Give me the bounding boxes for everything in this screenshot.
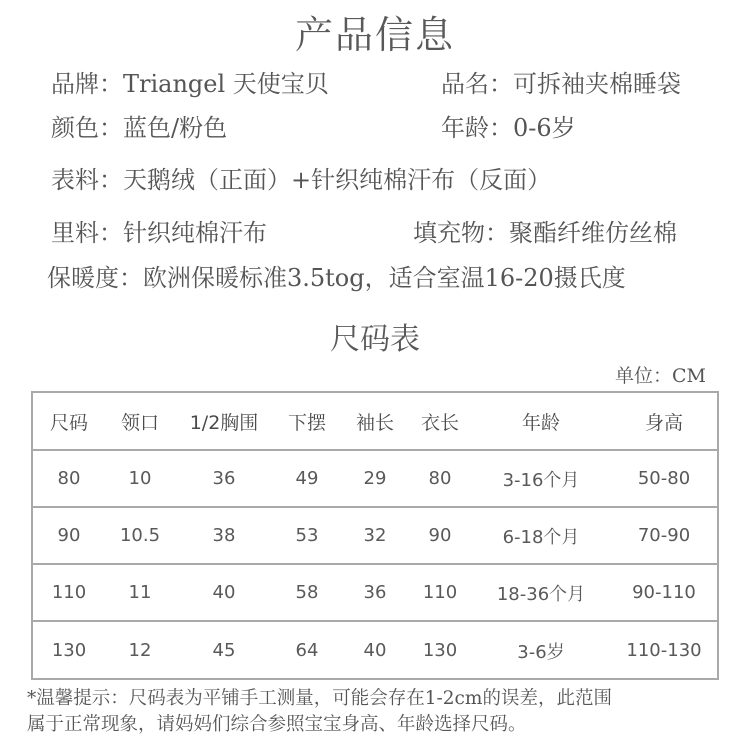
table-row <box>33 565 717 622</box>
collar-cell: 10 <box>128 468 152 489</box>
sleeve-cell: 36 <box>363 582 387 603</box>
unit-label: 单位：CM <box>615 365 706 387</box>
chest-cell: 45 <box>212 640 236 661</box>
chest-cell: 36 <box>212 468 236 489</box>
size-cell: 130 <box>51 640 87 661</box>
height-cell: 90-110 <box>632 582 696 603</box>
length-cell: 80 <box>428 468 452 489</box>
height-cell: 70-90 <box>637 525 691 546</box>
length-cell: 90 <box>428 525 452 546</box>
product-name-info: 品名：可拆袖夹棉睡袋 <box>441 70 681 98</box>
length-cell: 110 <box>422 582 458 603</box>
header-cell: 1/2胸围 <box>189 411 259 434</box>
header-cell: 袖长 <box>355 411 394 434</box>
warm-tip-line: *温馨提示：尺码表为平铺手工测量，可能会存在1-2cm的误差，此范围 <box>27 688 612 709</box>
header-cell: 衣长 <box>420 411 459 434</box>
age-cell: 6-18个月 <box>502 526 580 548</box>
size-cell: 80 <box>57 468 81 489</box>
length-cell: 130 <box>422 640 458 661</box>
size-chart-title: 尺码表 <box>330 322 420 357</box>
hem-cell: 58 <box>295 582 319 603</box>
size-cell: 110 <box>51 582 87 603</box>
chest-cell: 40 <box>212 582 236 603</box>
warmth-info: 保暖度：欧洲保暖标准3.5tog，适合室温16-20摄氏度 <box>47 264 626 292</box>
hem-cell: 53 <box>295 525 319 546</box>
brand-info: 品牌：Triangel 天使宝贝 <box>51 70 329 98</box>
header-cell: 尺码 <box>49 411 88 434</box>
size-cell: 90 <box>57 525 81 546</box>
page-title: 产品信息 <box>294 13 455 57</box>
header-cell: 身高 <box>644 411 683 434</box>
sleeve-cell: 29 <box>363 468 387 489</box>
sleeve-cell: 32 <box>363 525 387 546</box>
collar-cell: 10.5 <box>119 525 161 546</box>
filling-info: 填充物：聚酯纤维仿丝棉 <box>413 219 677 247</box>
header-cell: 下摆 <box>287 411 326 434</box>
warm-tip <box>27 686 727 738</box>
height-cell: 110-130 <box>626 640 702 661</box>
header-cell: 年龄 <box>521 411 560 434</box>
hem-cell: 49 <box>295 468 319 489</box>
table-row <box>33 622 717 679</box>
age-cell: 3-6岁 <box>517 641 565 663</box>
warm-tip-line: 属于正常现象，请妈妈们综合参照宝宝身高、年龄选择尺码。 <box>27 714 527 735</box>
color-info: 颜色：蓝色/粉色 <box>51 114 228 142</box>
lining-info: 里料：针织纯棉汗布 <box>51 219 267 247</box>
age-cell: 18-36个月 <box>496 583 586 605</box>
table-row <box>33 451 717 508</box>
table-header-row <box>33 393 717 451</box>
collar-cell: 12 <box>128 640 152 661</box>
sleeve-cell: 40 <box>363 640 387 661</box>
outer-fabric-info: 表料：天鹅绒（正面）+针织纯棉汗布（反面） <box>51 166 552 194</box>
age-cell: 3-16个月 <box>502 469 580 491</box>
collar-cell: 11 <box>128 582 152 603</box>
height-cell: 50-80 <box>637 468 691 489</box>
hem-cell: 64 <box>295 640 319 661</box>
size-table <box>31 391 719 680</box>
chest-cell: 38 <box>212 525 236 546</box>
table-row <box>33 508 717 565</box>
age-info: 年龄：0-6岁 <box>441 114 576 142</box>
header-cell: 领口 <box>120 411 159 434</box>
